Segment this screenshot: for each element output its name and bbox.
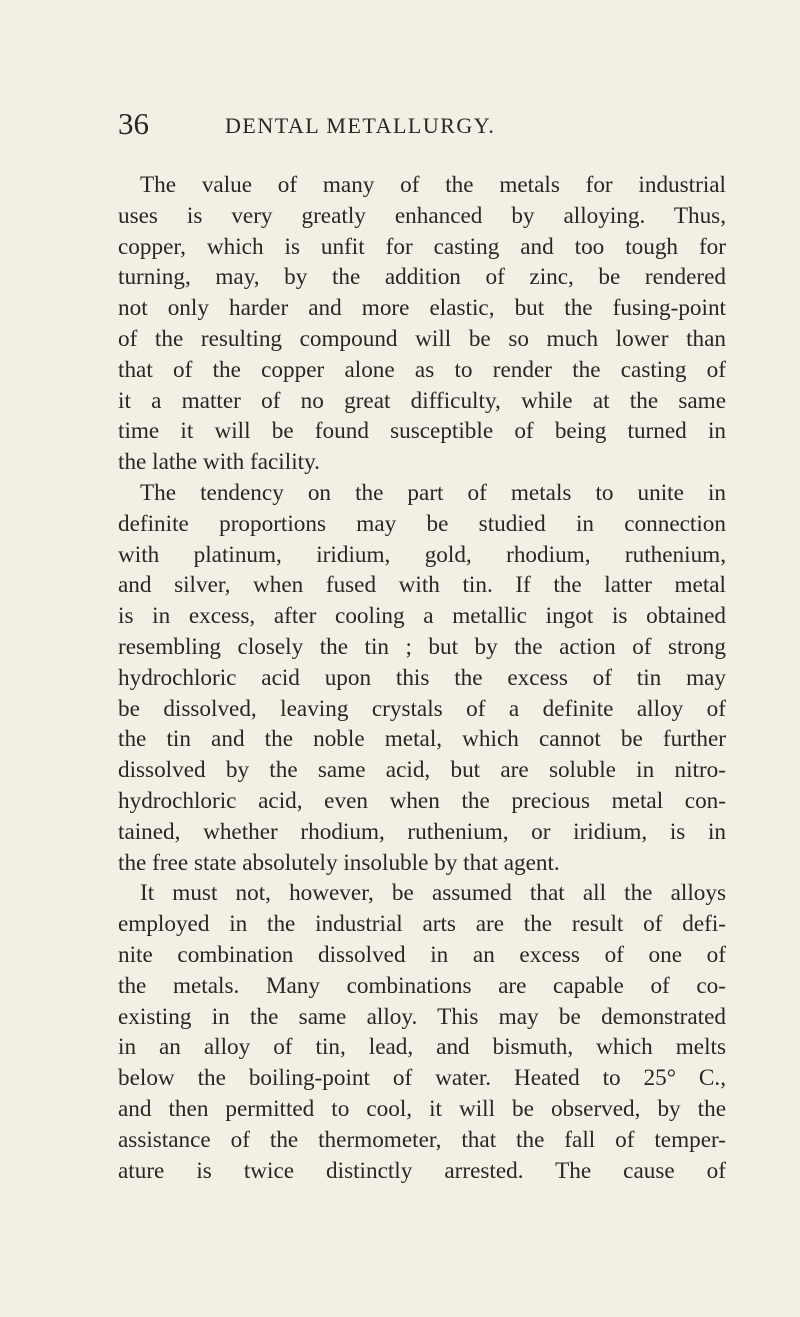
text-line: the metals. Many combinations are capable of co- xyxy=(118,972,726,999)
text-line: existing in the same alloy. This may be demonstrated xyxy=(118,1003,726,1030)
text-line: hydrochloric acid upon this the excess of tin may xyxy=(118,664,726,691)
text-line: definite proportions may be studied in connection xyxy=(118,510,726,537)
text-line: resembling closely the tin ; but by the action of strong xyxy=(118,633,726,660)
page-number: 36 xyxy=(118,106,149,141)
text-line: The value of many of the metals for industrial xyxy=(140,172,726,198)
text-line: hydrochloric acid, even when the precious metal con- xyxy=(118,787,726,814)
text-line: not only harder and more elastic, but the fusing-point xyxy=(118,295,726,322)
text-line: The tendency on the part of metals to unite in xyxy=(140,479,726,506)
text-line: tained, whether rhodium, ruthenium, or iridium, is in xyxy=(118,818,726,845)
text-line: is in excess, after cooling a metallic ingot is obtained xyxy=(118,603,726,630)
text-line: that of the copper alone as to render the casting of xyxy=(118,356,726,383)
text-line: and then permitted to cool, it will be observed, by the xyxy=(118,1095,726,1122)
text-line: with platinum, iridium, gold, rhodium, ruthenium, xyxy=(118,541,726,568)
text-line: uses is very greatly enhanced by alloying. Thus, xyxy=(118,202,726,229)
running-title: DENTAL METALLURGY. xyxy=(225,113,496,138)
text-line: in an alloy of tin, lead, and bismuth, which melts xyxy=(118,1034,726,1061)
text-line: assistance of the thermometer, that the fall of temper- xyxy=(118,1126,726,1153)
text-line: be dissolved, leaving crystals of a definite alloy of xyxy=(118,695,726,722)
text-line: the lathe with facility. xyxy=(118,449,320,476)
text-line: employed in the industrial arts are the result of defi- xyxy=(118,911,726,938)
text-line: below the boiling-point of water. Heated to 25° C., xyxy=(118,1065,726,1092)
body-text xyxy=(118,170,726,1186)
text-line: and silver, when fused with tin. If the latter metal xyxy=(118,572,726,599)
text-line: It must not, however, be assumed that all the alloys xyxy=(140,880,726,907)
text-line: turning, may, by the addition of zinc, be rendered xyxy=(118,264,726,291)
text-line: the free state absolutely insoluble by that agent. xyxy=(118,849,560,876)
text-line: ature is twice distinctly arrested. The cause of xyxy=(118,1157,726,1184)
text-line: time it will be found susceptible of being turned in xyxy=(118,418,726,445)
text-line: the tin and the noble metal, which cannot be further xyxy=(118,726,726,753)
page-header xyxy=(118,104,728,144)
text-line: copper, which is unfit for casting and too tough for xyxy=(118,233,726,260)
text-line: of the resulting compound will be so much lower than xyxy=(118,325,726,352)
text-line: it a matter of no great difficulty, while at the same xyxy=(118,387,726,414)
text-line: dissolved by the same acid, but are soluble in nitro- xyxy=(118,757,726,784)
text-line: nite combination dissolved in an excess of one of xyxy=(118,941,726,968)
